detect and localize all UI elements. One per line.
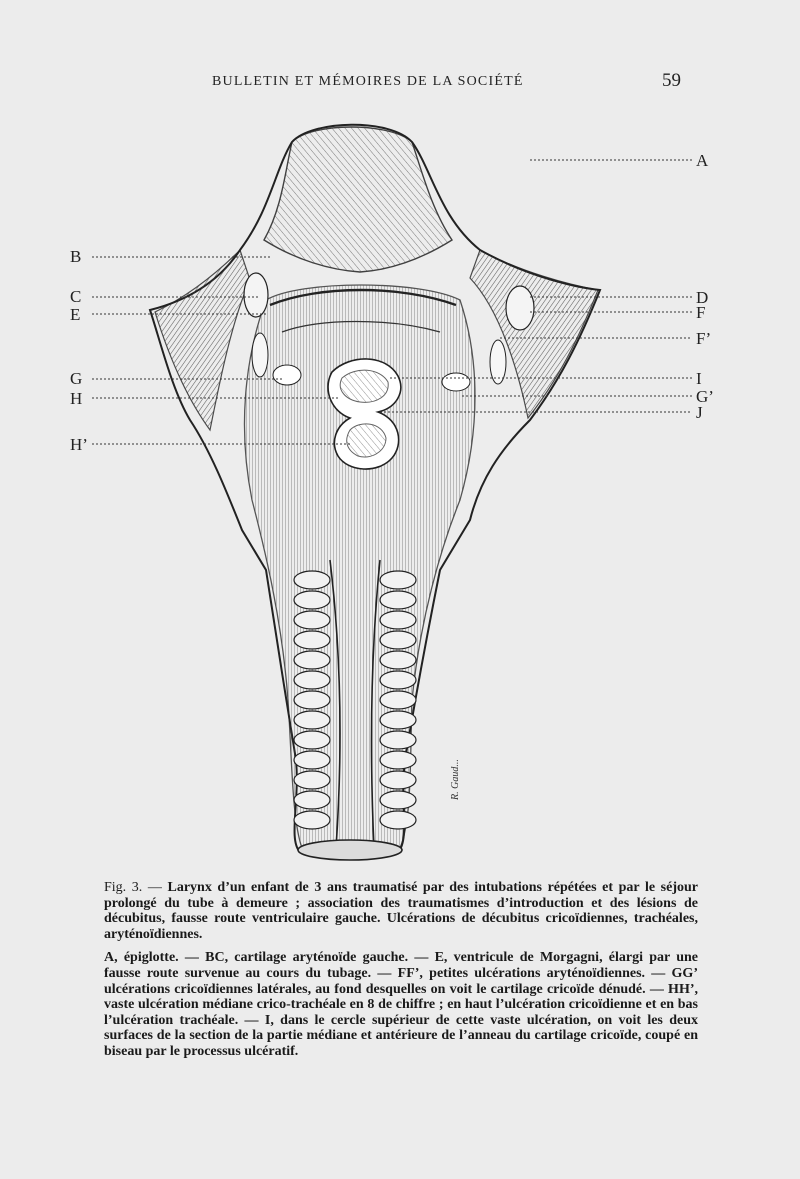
callout-i: I bbox=[696, 369, 702, 388]
callout-h: H bbox=[70, 389, 83, 408]
callout-f-prime: F’ bbox=[696, 329, 712, 348]
callout-h-prime: H’ bbox=[70, 435, 88, 454]
callout-g: G bbox=[70, 369, 83, 388]
figure-number: Fig. 3. — bbox=[104, 880, 162, 895]
callout-a: A bbox=[696, 151, 709, 170]
page-number: 59 bbox=[662, 70, 681, 91]
callout-c: C bbox=[70, 287, 82, 306]
caption-main bbox=[104, 880, 698, 942]
running-title: BULLETIN ET MÉMOIRES DE LA SOCIÉTÉ bbox=[212, 74, 524, 89]
artist-signature: R. Gaud... bbox=[450, 759, 461, 800]
callout-e: E bbox=[70, 305, 81, 324]
epiglottis bbox=[264, 127, 452, 272]
page-header bbox=[0, 70, 800, 94]
larynx-illustration bbox=[60, 100, 740, 880]
callout-g-prime: G’ bbox=[696, 387, 714, 406]
caption-text: Larynx d’un enfant de 3 ans traumatisé par des intubations répétées et par le séjour prolongé du tube à demeure ; association des traumatismes d’introduction et des lésions de décubitus, fausse route ventriculaire gauche. Ulcérations de décubitus cricoïdiennes, trachéales, aryténoïdiennes. bbox=[104, 880, 698, 942]
callout-j: J bbox=[696, 403, 703, 422]
callout-b: B bbox=[70, 247, 82, 266]
larynx-drawing bbox=[60, 100, 740, 880]
callout-f: F bbox=[696, 303, 706, 322]
figure-caption bbox=[104, 880, 698, 1060]
callout-d: D bbox=[696, 288, 709, 307]
caption-legend: A, épiglotte. — BC, cartilage aryténoïde gauche. — E, ventricule de Morgagni, élargi par une fausse route survenue au cours du tubage. — FF’, petites ulcérations aryténoïdiennes. — GG’ ulcérations cricoïdiennes latérales, au fond desquelles on voit le cartilage cricoïde dénudé. — HH’, vaste ulcération médiane crico-trachéale en 8 de chiffre ; en haut l’ulcération cricoïdienne et en bas l’ulcération trachéale. — I, dans le cercle supérieur de cette vaste ulcération, on voit les deux surfaces de la section de la partie médiane et antérieure de l’anneau du cartilage cricoïde, coupé en biseau par le processus ulcératif. bbox=[104, 950, 698, 1059]
